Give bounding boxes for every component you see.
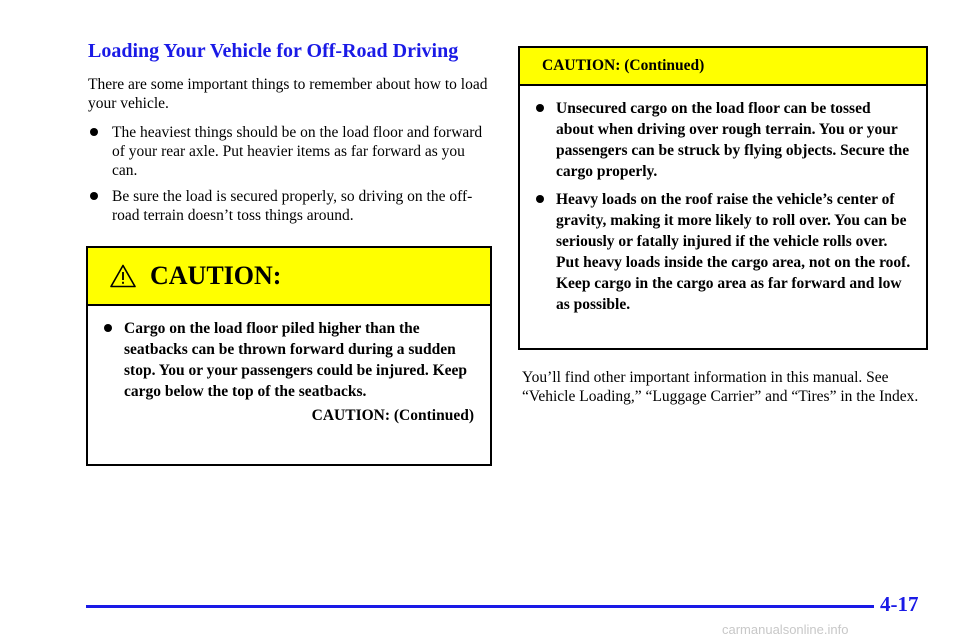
list-item-text: Be sure the load is secured properly, so driving on the off-road terrain doesn’t toss things around. <box>112 188 473 224</box>
page-number: 4-17 <box>880 592 919 616</box>
list-item <box>88 123 488 180</box>
caution-box <box>86 246 492 466</box>
loading-tips-list <box>88 123 488 232</box>
list-item <box>534 189 912 315</box>
caution-continued-header: CAUTION: (Continued) <box>520 48 926 86</box>
bullet-icon <box>90 192 98 200</box>
caution-continued-label: CAUTION: (Continued) <box>311 407 474 424</box>
bullet-icon <box>104 324 112 332</box>
list-item-text: The heaviest things should be on the load floor and forward of your rear axle. Put heavier items as far forward as you can. <box>112 124 483 179</box>
list-item-text: Heavy loads on the roof raise the vehicle’s center of gravity, making it more likely to roll over. You can be seriously or fatally injured if the vehicle rolls over. Put heavy loads inside the cargo area, not on the roof. Keep cargo in the cargo area as far forward and low as possible. <box>556 191 911 313</box>
bullet-icon <box>536 195 544 203</box>
warning-triangle-icon <box>110 264 136 288</box>
section-heading: Loading Your Vehicle for Off-Road Driving <box>88 40 459 62</box>
caution-title: CAUTION: <box>150 261 282 290</box>
caution-body <box>88 306 490 425</box>
list-item-text: Unsecured cargo on the load floor can be tossed about when driving over rough terrain. You or your passengers can be struck by flying objects. Secure the cargo properly. <box>556 100 910 180</box>
list-item <box>534 98 912 182</box>
list-item <box>102 318 474 402</box>
closing-paragraph: You’ll find other important information in this manual. See “Vehicle Loading,” “Luggage Carrier” and “Tires” in the Index. <box>522 369 919 405</box>
caution-continued-list <box>534 98 912 315</box>
caution-continued-body <box>520 86 926 315</box>
intro-paragraph: There are some important things to remember about how to load your vehicle. <box>88 76 488 112</box>
bullet-icon <box>536 104 544 112</box>
caution-list <box>102 318 474 402</box>
caution-continued-box <box>518 46 928 350</box>
list-item-text: Cargo on the load floor piled higher than the seatbacks can be thrown forward during a sudden stop. You or your passengers could be injured. Keep cargo below the top of the seatbacks. <box>124 320 468 400</box>
watermark: carmanualsonline.info <box>722 622 849 637</box>
caution-header <box>88 248 490 306</box>
bullet-icon <box>90 128 98 136</box>
list-item <box>88 187 488 225</box>
footer-divider <box>86 605 874 608</box>
